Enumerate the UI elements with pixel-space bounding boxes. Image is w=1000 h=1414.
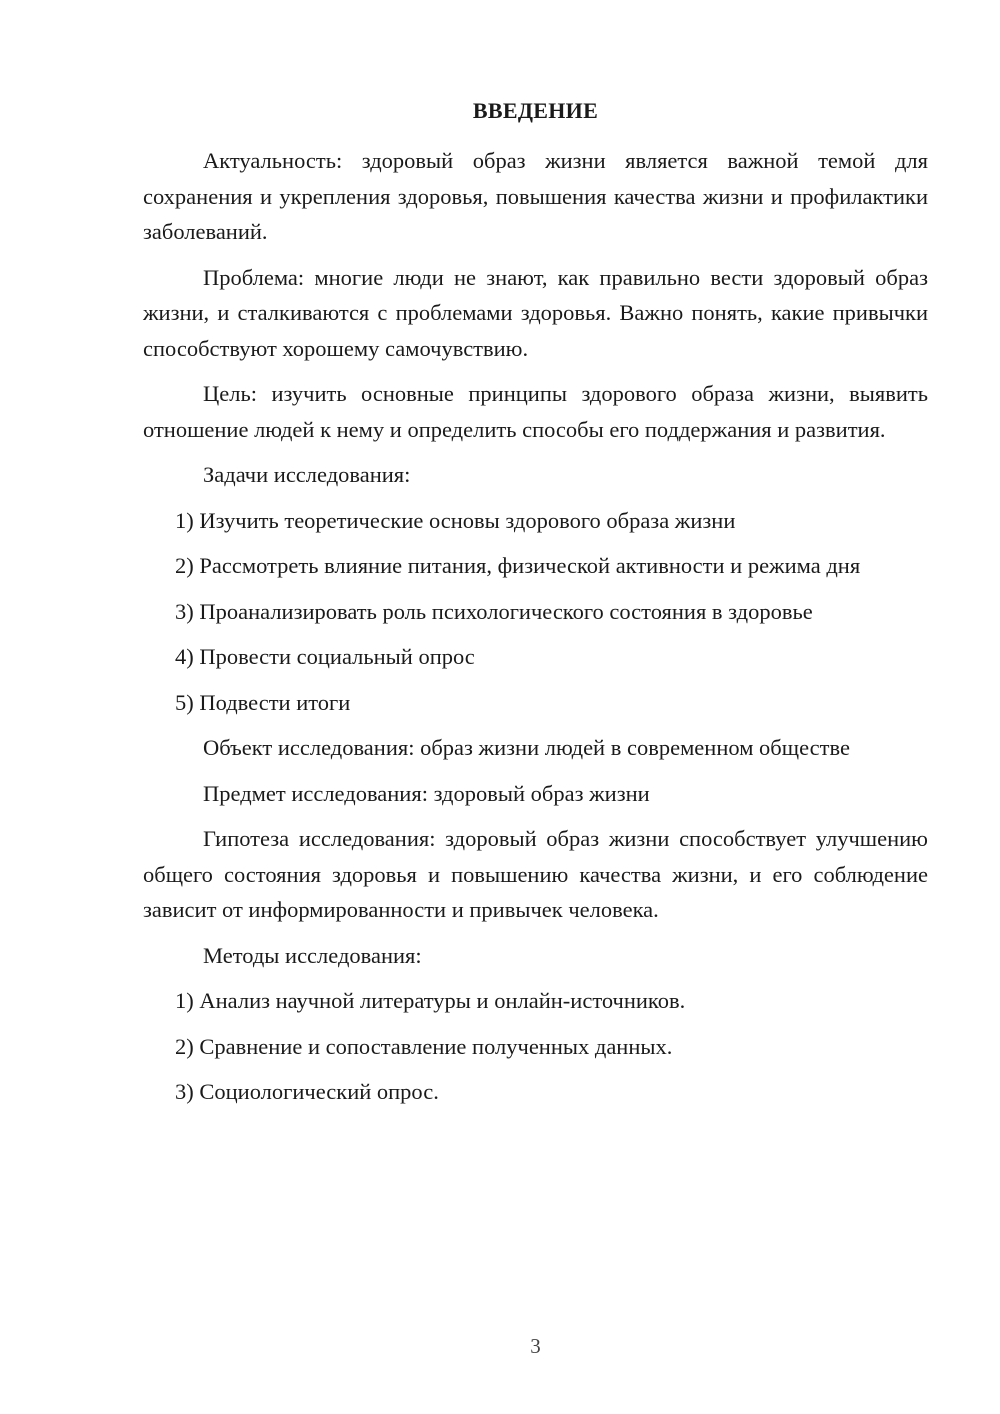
subject-paragraph: Предмет исследования: здоровый образ жизни: [203, 780, 650, 806]
task-item: 4) Провести социальный опрос: [175, 644, 475, 669]
tasks-heading: Задачи исследования:: [203, 462, 411, 487]
task-item: 3) Проанализировать роль психологического состояния в здоровье: [175, 598, 813, 624]
method-item: 3) Социологический опрос.: [175, 1079, 439, 1104]
document-body: [143, 143, 928, 1120]
method-item: 2) Сравнение и сопоставление полученных данных.: [175, 1033, 673, 1059]
page-number: 3: [530, 1334, 541, 1358]
document-page: [143, 0, 928, 1414]
task-item: 5) Подвести итоги: [175, 689, 351, 715]
relevance-paragraph: Актуальность: здоровый образ жизни является важной темой для сохранения и укрепления здоровья, повышения качества жизни и профилактики заболеваний.: [143, 148, 928, 244]
object-paragraph: Объект исследования: образ жизни людей в современном обществе: [203, 735, 850, 760]
method-item: 1) Анализ научной литературы и онлайн-источников.: [175, 988, 686, 1013]
methods-heading: Методы исследования:: [203, 942, 422, 968]
page-title: ВВЕДЕНИЕ: [472, 98, 599, 123]
task-item: 2) Рассмотреть влияние питания, физической активности и режима дня: [175, 553, 861, 578]
problem-paragraph: Проблема: многие люди не знают, как правильно вести здоровый образ жизни, и сталкиваются с проблемами здоровья. Важно понять, какие привычки способствуют хорошему самочувствию.: [143, 264, 928, 361]
task-item: 1) Изучить теоретические основы здорового образа жизни: [175, 507, 736, 533]
goal-paragraph: Цель: изучить основные принципы здорового образа жизни, выявить отношение людей к нему и определить способы его поддержания и развития.: [143, 381, 928, 442]
hypothesis-paragraph: Гипотеза исследования: здоровый образ жизни способствует улучшению общего состояния здоровья и повышению качества жизни, и его соблюдение зависит от информированности и привычек человека.: [143, 826, 928, 922]
